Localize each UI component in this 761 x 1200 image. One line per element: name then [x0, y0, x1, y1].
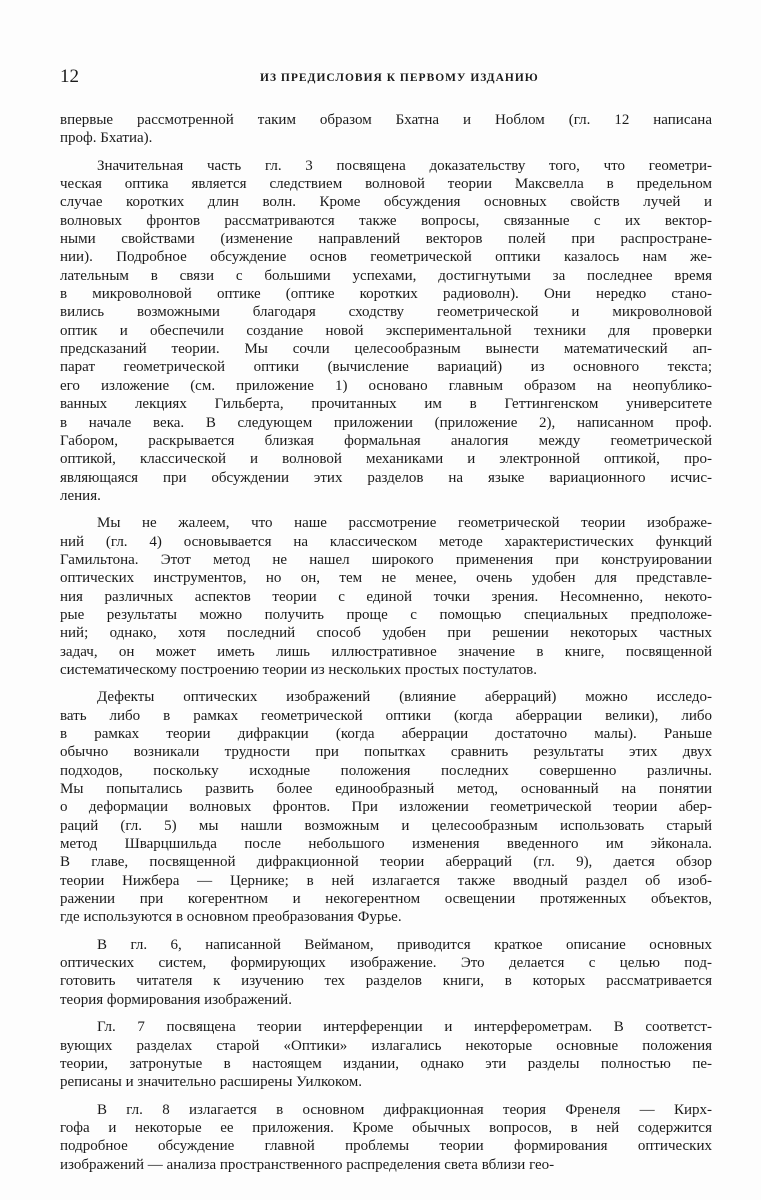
paragraph-4 — [60, 688, 712, 926]
paragraph-6 — [60, 1018, 712, 1091]
text-line: волновых фронтов рассматриваются также вопросы, связанные с их вектор- — [60, 212, 712, 229]
text-line: ванных лекциях Гильберта, прочитанных им в Геттингенском университете — [60, 396, 712, 413]
text-line: рые результаты можно получить проще с помощью специальных предположе- — [60, 606, 712, 623]
text-line: ния различных аспектов теории с единой точки зрения. Несомненно, некото- — [60, 588, 712, 605]
text-line: нии). Подробное обсуждение основ геометрической оптики казалось нам же- — [60, 249, 712, 266]
text-line: проф. Бхатиа). — [60, 130, 153, 147]
text-line: раций (гл. 5) мы нашли возможным и целесообразным использовать старый — [60, 817, 712, 834]
text-line: теория формирования изображений. — [60, 991, 292, 1008]
text-line: лательным в связи с большими успехами, достигнутыми за последнее время — [60, 267, 712, 284]
text-line: подробное обсуждение главной проблемы теории формирования оптических — [60, 1138, 712, 1155]
paragraph-2 — [60, 157, 712, 506]
text-line: Габором, раскрывается близкая формальная аналогия между геометрической — [60, 432, 712, 449]
text-line: В гл. 6, написанной Вейманом, приводится краткое описание основных — [97, 936, 712, 953]
text-line: метод Шварцшильда после небольшого изменения введенного им эйконала. — [60, 836, 712, 853]
text-line: подходов, поскольку исходные положения последних совершенно различны. — [60, 762, 712, 779]
running-head: ИЗ ПРЕДИСЛОВИЯ К ПЕРВОМУ ИЗДАНИЮ — [260, 72, 539, 84]
text-line: вились возможными благодаря сходству геометрической и микроволновой — [60, 304, 712, 321]
text-line: являющаяся при обсуждении этих разделов на языке вариационного исчис- — [60, 469, 712, 486]
text-line: оптикой, классической и волновой механиками и электронной оптикой, про- — [60, 451, 712, 468]
text-line: реписаны и значительно расширены Уилкоком. — [60, 1074, 362, 1091]
text-line: случае коротких длин волн. Кроме обсуждения основных свойств лучей и — [60, 194, 712, 211]
text-line: оптических инструментов, но он, тем не менее, очень удобен для представле- — [60, 570, 712, 587]
text-line: о деформации волновых фронтов. При изложении геометрической теории абер- — [60, 799, 712, 816]
text-line: Значительная часть гл. 3 посвящена доказательству того, что геометри- — [97, 157, 712, 174]
paragraph-3 — [60, 514, 712, 679]
text-line: Мы попытались развить более единообразный метод, основанный на понятии — [60, 781, 712, 798]
text-line: ражении при когерентном и некогерентном освещении протяженных объектов, — [60, 891, 712, 908]
text-line: готовить читателя к изучению тех разделов книги, в которых рассматривается — [60, 973, 712, 990]
text-line: обычно возникали трудности при попытках сравнить результаты этих двух — [60, 744, 712, 761]
text-line: впервые рассмотренной таким образом Бхатна и Ноблом (гл. 12 написана — [60, 112, 712, 128]
text-line: оптик и обеспечили создание новой экспериментальной техники для проверки — [60, 322, 712, 339]
text-line: ления. — [60, 487, 101, 504]
text-line: Гамильтона. Этот метод не нашел широкого применения при конструировании — [60, 551, 712, 568]
page-number: 12 — [60, 66, 79, 87]
text-line: в начале века. В следующем приложении (приложение 2), написанном проф. — [60, 414, 712, 431]
text-line: вать либо в рамках геометрической оптики (когда аберрации велики), либо — [60, 707, 712, 724]
text-line: систематическому построению теории из нескольких простых постулатов. — [60, 661, 537, 678]
text-line: ний (гл. 4) основывается на классическом методе характеристических функций — [60, 533, 712, 550]
text-line: Мы не жалеем, что наше рассмотрение геометрической теории изображе- — [97, 515, 712, 532]
text-line: гофа и некоторые ее приложения. Кроме обычных вопросов, в ней содержится — [60, 1119, 712, 1136]
text-line: ний; однако, хотя последний способ удобен при решении некоторых частных — [60, 625, 712, 642]
text-line: парат геометрической оптики (вычисление вариаций) из основного текста; — [60, 359, 712, 376]
text-line: ческая оптика является следствием волновой теории Максвелла в предельном — [60, 176, 712, 193]
text-line: вующих разделах старой «Оптики» излагались некоторые основные положения — [60, 1037, 712, 1054]
text-line: теории, затронутые в настоящем издании, однако эти разделы полностью пе- — [60, 1055, 712, 1072]
paragraph-1 — [60, 111, 712, 148]
text-line: В гл. 8 излагается в основном дифракционная теория Френеля — Кирх- — [97, 1101, 712, 1118]
text-line: ными свойствами (изменение направлений векторов полей при распростране- — [60, 231, 712, 248]
text-line: В главе, посвященной дифракционной теории аберраций (гл. 9), дается обзор — [60, 854, 712, 871]
text-line: в микроволновой оптике (оптике коротких радиоволн). Они нередко стано- — [60, 286, 712, 303]
text-line: Дефекты оптических изображений (влияние аберраций) можно исследо- — [97, 689, 712, 706]
text-line: в рамках теории дифракции (когда аберрации достаточно малы). Раньше — [60, 726, 712, 742]
text-line: Гл. 7 посвящена теории интерференции и интерферометрам. В соответст- — [97, 1019, 712, 1036]
text-line: задач, он может иметь лишь иллюстративное значение в книге, посвященной — [60, 643, 712, 660]
paragraph-5 — [60, 936, 712, 1009]
paragraph-7 — [60, 1101, 712, 1174]
text-line: где используются в основном преобразования Фурье. — [60, 909, 402, 926]
text-line: изображений — анализа пространственного распределения света вблизи гео- — [60, 1156, 555, 1173]
text-line: оптических систем, формирующих изображение. Это делается с целью под- — [60, 955, 712, 972]
text-line: его изложение (см. приложение 1) основано главным образом на неопублико- — [60, 377, 712, 394]
body-text — [60, 111, 712, 1183]
text-line: теории Нижбера — Цернике; в ней излагается также вводный раздел об изоб- — [60, 872, 712, 889]
text-line: предсказаний теории. Мы сочли целесообразным вынести математический ап- — [60, 341, 712, 358]
page-header — [60, 66, 710, 90]
